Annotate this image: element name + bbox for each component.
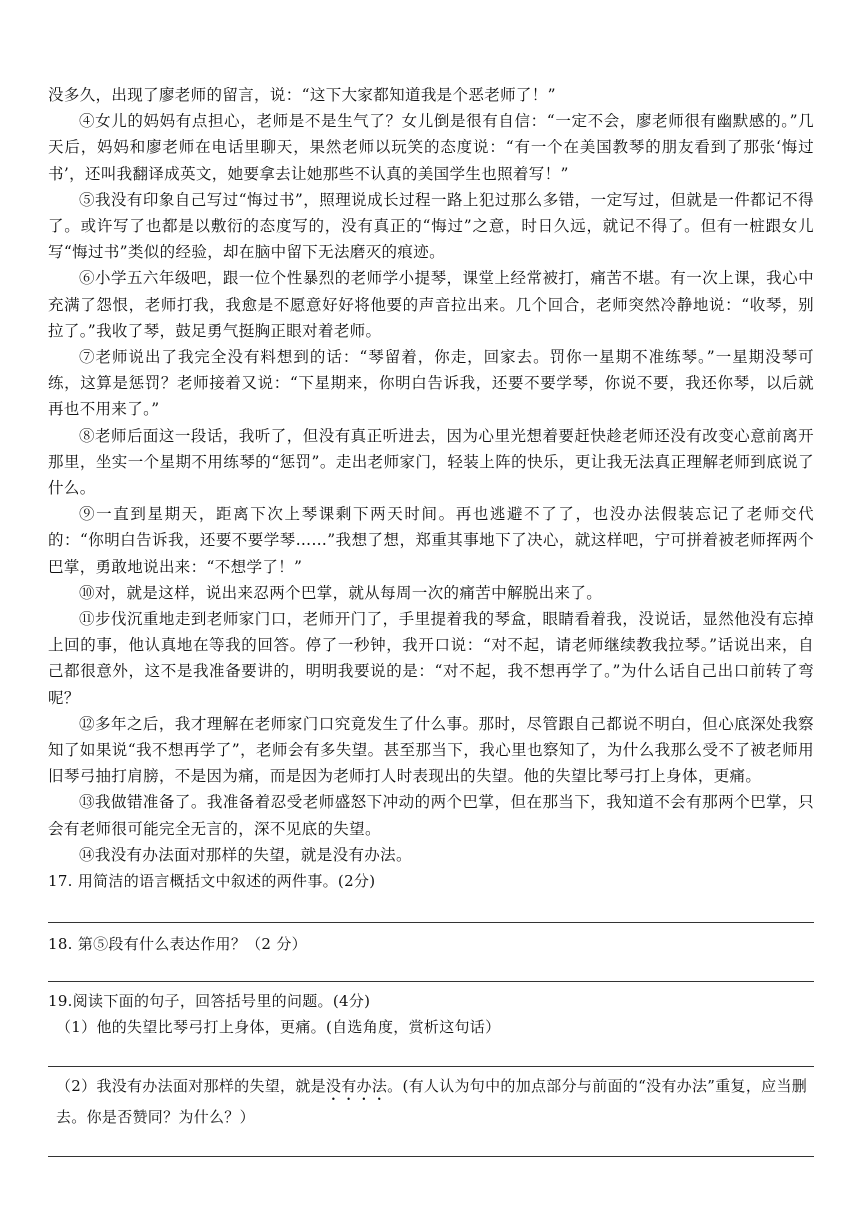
answer-space-17	[48, 894, 814, 922]
passage-paragraph-10: ⑩对，就是这样，说出来忍两个巴掌，就从每周一次的痛苦中解脱出来了。	[79, 583, 603, 602]
answer-space-19-2	[48, 1130, 814, 1156]
question-17: 17. 用简洁的语言概括文中叙述的两件事。(2分)	[48, 872, 376, 891]
answer-space-19-1	[48, 1040, 814, 1066]
question-19-part-2	[48, 1073, 814, 1130]
question-19-part-1: （1）他的失望比琴弓打上身体，更痛。(自选角度，赏析这句话）	[56, 1018, 501, 1037]
question-19: 19.阅读下面的句子，回答括号里的问题。(4分)	[48, 992, 371, 1011]
passage-paragraph-8: ⑧老师后面这一段话，我听了，但没有真正听进去，因为心里光想着要赶快趁老师还没有改变心意前离开那里，坐实一个星期不用练琴的“惩罚”。走出老师家门，轻装上阵的快乐，更让我无法真正理解老师到底说了什么。	[48, 426, 814, 498]
passage-paragraph-6: ⑥小学五六年级吧，跟一位个性暴烈的老师学小提琴，课堂上经常被打，痛苦不堪。有一次上课，我心中充满了怨恨，老师打我，我愈是不愿意好好将他要的声音拉出来。几个回合，老师突然冷静地说：“收琴，别拉了。”我收了琴，鼓足勇气挺胸正眼对着老师。	[48, 269, 814, 340]
passage-paragraph-5: ⑤我没有印象自己写过“悔过书”，照理说成长过程一路上犯过那么多错，一定写过，但就是一件都记不得了。或许写了也都是以敷衍的态度写的，没有真正的“悔过”之意，时日久远，就记不得了。但有一桩跟女儿写“悔过书”类似的经验，却在脑中留下无法磨灭的痕迹。	[48, 190, 814, 262]
passage-paragraph-12: ⑫多年之后，我才理解在老师家门口究竟发生了什么事。那时，尽管跟自己都说不明白，但心底深处我察知了如果说“我不想再学了”，老师会有多失望。甚至那当下，我心里也察知了，为什么我那么受不了被老师用旧琴弓抽打肩膀，不是因为痛，而是因为老师打人时表现出的失望。他的失望比琴弓打上身体，更痛。	[48, 714, 814, 786]
question-18: 18. 第⑤段有什么表达作用？（2 分）	[48, 935, 307, 954]
passage-paragraph-9: ⑨一直到星期天，距离下次上琴课剩下两天时间。再也逃避不了了，也没办法假装忘记了老师交代的：“你明白告诉我，还要不要学琴……”我想了想，郑重其事地下了决心，就这样吧，宁可拼着被老师挥两个巴掌，勇敢地说出来：“不想学了！”	[48, 505, 814, 576]
passage-paragraph-0: 没多久，出现了廖老师的留言，说：“这下大家都知道我是个恶老师了！”	[48, 86, 556, 104]
passage-paragraph-13: ⑬我做错准备了。我准备着忍受老师盛怒下冲动的两个巴掌，但在那当下，我知道不会有那两个巴掌，只会有老师很可能完全无言的，深不见底的失望。	[48, 793, 814, 838]
answer-space-18	[48, 957, 814, 981]
question-19-part-2-text: （2）我没有办法面对那样的失望，就是	[56, 1077, 326, 1096]
passage-paragraph-7: ⑦老师说出了我完全没有料想到的话：“琴留着，你走，回家去。罚你一星期不准练琴。”一星期没琴可练，这算是惩罚？老师接着又说：“下星期来，你明白告诉我，还要不要学琴，你说不要，我还你琴，以后就再也不用来了。”	[48, 348, 814, 419]
emphasis-dotted-phrase: 没有办法	[325, 1077, 388, 1096]
question-19-part-2-rest: 。(有人认为句中的加点部分与前面的“没有办法”重复，应当删去。你是否赞同？为什么？）	[56, 1077, 808, 1127]
exam-page	[48, 82, 814, 1157]
answer-line-19-2	[48, 1156, 814, 1157]
passage-paragraph-4: ④女儿的妈妈有点担心，老师是不是生气了？女儿倒是很有自信：“一定不会，廖老师很有幽默感的。”几天后，妈妈和廖老师在电话里聊天，果然老师以玩笑的态度说：“有一个在美国教琴的朋友看到了那张‘悔过书’，还叫我翻译成英文，她要拿去让她那些不认真的美国学生也照着写！”	[48, 112, 814, 183]
passage-paragraph-14: ⑭我没有办法面对那样的失望，就是没有办法。	[79, 845, 412, 864]
passage-paragraph-11: ⑪步伐沉重地走到老师家门口，老师开门了，手里提着我的琴盒，眼睛看着我，没说话，显然他没有忘掉上回的事，他认真地在等我的回答。停了一秒钟，我开口说：“对不起，请老师继续教我拉琴。”话说出来，自己都很意外，这不是我准备要讲的，明明我要说的是：“对不起，我不想再学了。”为什么话自己出口前转了弯呢？	[48, 610, 814, 707]
